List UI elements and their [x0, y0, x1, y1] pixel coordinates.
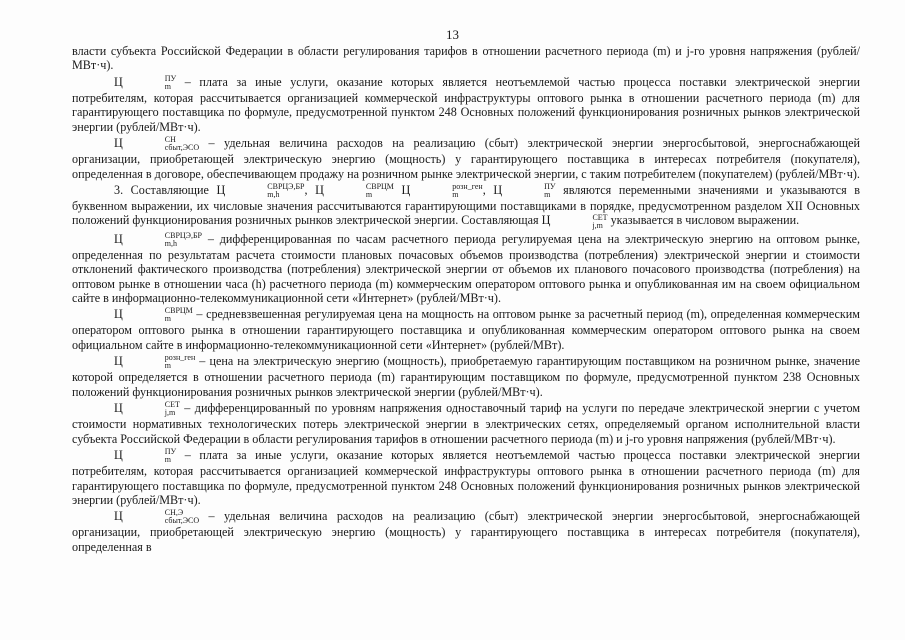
- symbol-sne-sbyt: Ц СН,Э сбыт,ЭСО: [114, 508, 200, 526]
- symbol-sn-sbyt: Ц СН сбыт,ЭСО: [114, 135, 200, 153]
- paragraph-components: 3. Составляющие Ц СВРЦЭ,БР m,h , Ц СВРЦМ m Ц розн_ген m , Ц ПУ m являются переменными значениями и указываются в буквенном выражении, их числовые значения рассчитываются гарантирующими поставщиками в порядке, предусмотренном разделом XII Основных положений функционирования розничных рынков электрической энергии. Составляющая Ц СЕТ j,m указывается в числовом выражении.: [72, 182, 860, 230]
- symbol-pu: Ц ПУ m: [114, 447, 177, 465]
- symbol-set: Ц СЕТ j,m: [114, 400, 180, 418]
- paragraph-voltage-tail: власти субъекта Российской Федерации в области регулирования тарифов в отношении расчетного периода (m) и j-го уровня напряжения (рублей/МВт·ч).: [72, 44, 860, 73]
- symbol-pu: Ц ПУ m: [114, 73, 177, 91]
- symbol-rozn: Ц розн_ген m: [401, 182, 483, 200]
- paragraph-pu-fee: Ц ПУ m – плата за иные услуги, оказание которых является неотъемлемой частью процесса поставки электрической энергии потребителям, которая рассчитывается организацией коммерческой инфраструктуры оптового рынка в отношении расчетного периода (m) для гарантирующего поставщика по формуле, предусмотренной пунктом 248 Основных положений функционирования розничных рынков электрической энергии (рублей/МВт·ч).: [72, 73, 860, 134]
- paragraph-sales-costs: Ц СН сбыт,ЭСО – удельная величина расходов на реализацию (сбыт) электрической энергии энергосбытовой, энергоснабжающей организации, приобретающей электрическую энергию (мощность) у гарантирующего поставщика в интересах потребителя (покупателя), определенная в договоре, обеспечивающем продажу на розничном рынке электрической энергии, с таким потребителем (покупателем) (рублей/МВт·ч).: [72, 135, 860, 181]
- paragraph-svrtse-price: Ц СВРЦЭ,БР m,h – дифференцированная по часам расчетного периода регулируемая цена на электрическую энергию на оптовом рынке, определенная по результатам расчета стоимости плановых почасовых объемов производства (потребления) электрической энергии и стоимости отклонений фактического производства (потребления) электрической энергии от объемов их планового почасового производства (потребления) на оптовом рынке в отношении часа (h) расчетного периода (m) коммерческим оператором оптового рынка и опубликованная им на своем официальном сайте в информационно-телекоммуникационной сети «Интернет» (рублей/МВт·ч).: [72, 230, 860, 305]
- symbol-pu: Ц ПУ m: [493, 182, 556, 200]
- symbol-svrtse: Ц СВРЦЭ,БР m,h: [216, 182, 305, 200]
- paragraph-rozn-price: Ц розн_ген m – цена на электрическую энергию (мощность), приобретаемую гарантирующим поставщиком на розничном рынке, значение которой определяется в отношении расчетного периода (m) гарантирующим поставщиком по формуле, предусмотренной пунктом 238 Основных положений функционирования розничных рынков электрической энергии (рублей/МВт·ч).: [72, 353, 860, 399]
- paragraph-svrtsm-price: Ц СВРЦМ m – средневзвешенная регулируемая цена на мощность на оптовом рынке за расчетный период (m), определенная коммерческим оператором оптового рынка в отношении гарантирующего поставщика и опубликованная коммерческим оператором оптового рынка на своем официальном сайте в информационно-телекоммуникационной сети «Интернет» (рублей/МВт).: [72, 306, 860, 352]
- symbol-set: Ц СЕТ j,m: [541, 212, 608, 230]
- paragraph-sales-costs-2: Ц СН,Э сбыт,ЭСО – удельная величина расходов на реализацию (сбыт) электрической энергии энергосбытовой, энергоснабжающей организации, приобретающей электрическую энергию (мощность) у гарантирующего поставщика в интересах потребителя (покупателя), определенная в: [72, 508, 860, 554]
- symbol-svrtsm: Ц СВРЦМ m: [315, 182, 394, 200]
- document-body: [72, 44, 860, 554]
- paragraph-pu-fee-2: Ц ПУ m – плата за иные услуги, оказание которых является неотъемлемой частью процесса поставки электрической энергии потребителям, которая рассчитывается организацией коммерческой инфраструктуры оптового рынка в отношении расчетного периода (m) для гарантирующего поставщика по формуле, предусмотренной пунктом 248 Основных положений функционирования розничных рынков электрической энергии (рублей/МВт·ч).: [72, 447, 860, 507]
- page-number: 13: [446, 27, 459, 42]
- symbol-svrtse: Ц СВРЦЭ,БР m,h: [114, 230, 203, 248]
- symbol-svrtsm: Ц СВРЦМ m: [114, 306, 193, 324]
- paragraph-set-tariff: Ц СЕТ j,m – дифференцированный по уровням напряжения одноставочный тариф на услуги по передаче электрической энергии с учетом стоимости нормативных технологических потерь электрической энергии в электрических сетях, определяемый органом исполнительной власти субъекта Российской Федерации в области регулирования тарифов в отношении расчетного периода (m) и j-го уровня напряжения (рублей/МВт·ч).: [72, 400, 860, 446]
- symbol-rozn: Ц розн_ген m: [114, 353, 196, 371]
